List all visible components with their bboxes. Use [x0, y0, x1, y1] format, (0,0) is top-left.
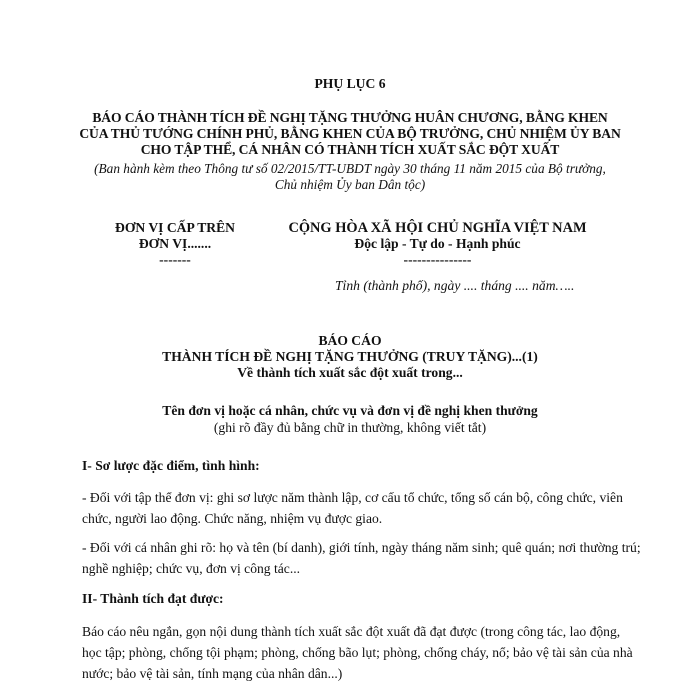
report-heading-block [60, 333, 640, 381]
left-header [95, 220, 255, 268]
title-line: CỦA THỦ TƯỚNG CHÍNH PHỦ, BẰNG KHEN CỦA BỘ TRƯỞNG, CHỦ NHIỆM ỦY BAN [79, 126, 621, 141]
title-line: CHO TẬP THỂ, CÁ NHÂN CÓ THÀNH TÍCH XUẤT SẮC ĐỘT XUẤT [140, 142, 560, 157]
issued-line: Chủ nhiệm Ủy ban Dân tộc) [274, 177, 426, 192]
nominee-note: (ghi rõ đầy đủ bằng chữ in thường, không viết tắt) [213, 420, 487, 435]
section-2-paragraph-1: Báo cáo nêu ngắn, gọn nội dung thành tích xuất sắc đột xuất đã đạt được (trong công tác, lao động, học tập; phòng, chống tội phạm; phòng, chống bão lụt; phòng, chống cháy, nổ; bảo vệ tài sản của nhà nước; bảo vệ tài sản, tính mạng của nhân dân...) [82, 624, 633, 681]
section-1-paragraph-1: - Đối với tập thể đơn vị: ghi sơ lược năm thành lập, cơ cấu tổ chức, tổng số cán bộ, công chức, viên chức, người lao động. Chức năng, nhiệm vụ được giao. [82, 490, 623, 526]
issued-line: (Ban hành kèm theo Thông tư số 02/2015/TT-UBDT ngày 30 tháng 11 năm 2015 của Bộ trưởng, [94, 161, 606, 176]
national-motto: Độc lập - Tự do - Hạnh phúc [354, 236, 521, 251]
nation-name: CỘNG HÒA XÃ HỘI CHỦ NGHĨA VIỆT NAM [288, 220, 587, 236]
unit-label: ĐƠN VỊ....... [138, 236, 212, 251]
right-divider: --------------- [403, 252, 472, 267]
section-2-heading: II- Thành tích đạt được: [82, 591, 224, 606]
appendix-title: PHỤ LỤC 6 [314, 76, 386, 91]
nominee-block [60, 402, 640, 436]
place-date: Tỉnh (thành phố), ngày .... tháng .... năm….. [335, 278, 575, 293]
document-title [60, 110, 640, 158]
section-1-heading: I- Sơ lược đặc điểm, tình hình: [82, 458, 260, 473]
report-subheading: THÀNH TÍCH ĐỀ NGHỊ TẶNG THƯỞNG (TRUY TẶNG)...(1) [162, 349, 538, 364]
nominee-label: Tên đơn vị hoặc cá nhân, chức vụ và đơn vị đề nghị khen thưởng [162, 403, 538, 418]
superior-unit-label: ĐƠN VỊ CẤP TRÊN [115, 220, 235, 235]
report-topic: Về thành tích xuất sắc đột xuất trong... [237, 365, 463, 380]
title-line: BÁO CÁO THÀNH TÍCH ĐỀ NGHỊ TẶNG THƯỞNG HUÂN CHƯƠNG, BẰNG KHEN [92, 110, 608, 125]
section-1-paragraph-2: - Đối với cá nhân ghi rõ: họ và tên (bí danh), giới tính, ngày tháng năm sinh; quê quán; nơi thường trú; nghề nghiệp; chức vụ, đơn vị công tác... [82, 540, 641, 576]
report-heading: BÁO CÁO [318, 333, 382, 348]
issued-note [60, 161, 640, 193]
right-header [270, 220, 605, 268]
left-divider: ------- [159, 252, 191, 267]
